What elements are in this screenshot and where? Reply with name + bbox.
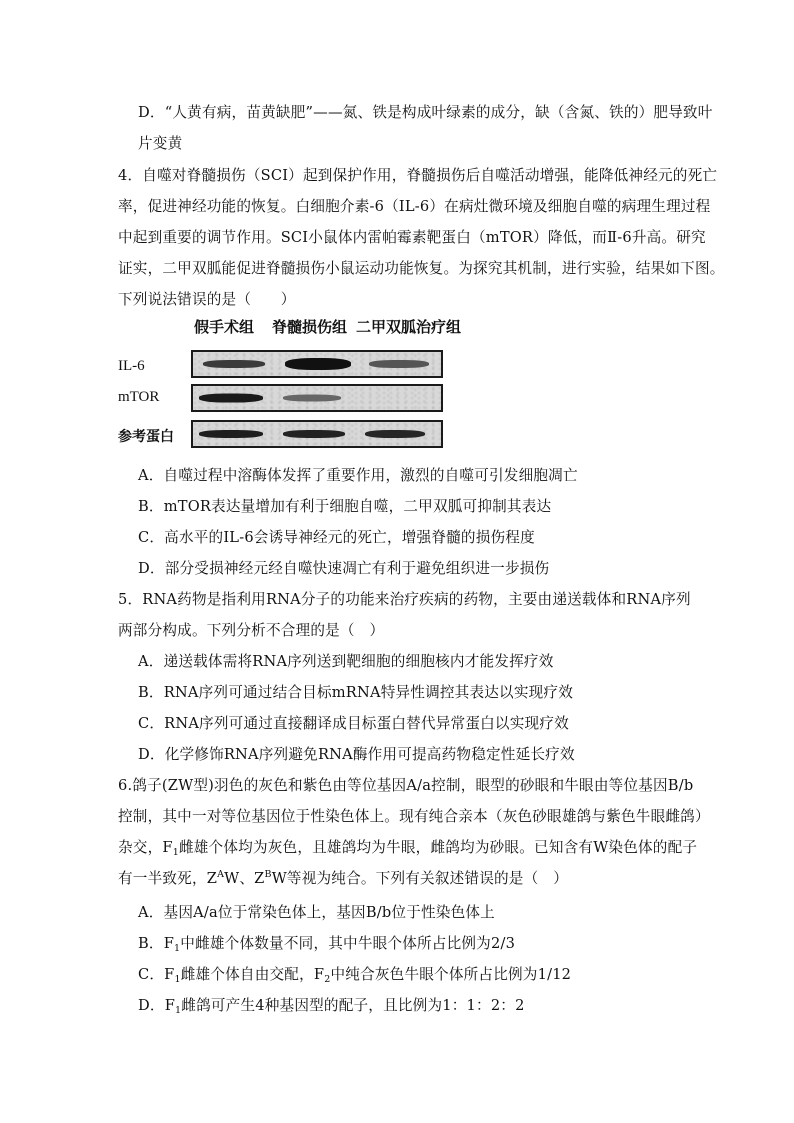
subscript: 1 (175, 1005, 182, 1016)
blot-band (285, 358, 351, 370)
blot-band (199, 430, 263, 438)
q6-text: D．F (138, 997, 176, 1014)
q6-text: W等视为纯合。下列有关叙述错误的是（ ） (271, 870, 568, 887)
q4-option-d: D．部分受损神经元经自噬快速凋亡有利于避免组织进一步损伤 (138, 560, 550, 577)
q4-stem-line: 4．自噬对脊髓损伤（SCI）起到保护作用，脊髓损伤后自噬活动增强，能降低神经元的死亡 (118, 167, 718, 184)
blot-panel-reference (191, 420, 443, 448)
blot-group-label: 假手术组 (194, 318, 255, 336)
q5-stem-line: 两部分构成。下列分析不合理的是（ ） (118, 622, 385, 639)
q5-option-d: D．化学修饰RNA序列避免RNA酶作用可提高药物稳定性延长疗效 (138, 746, 575, 763)
q6-text: 中纯合灰色牛眼个体所占比例为1/12 (330, 966, 572, 983)
q6-option-c (138, 965, 571, 985)
q4-option-a: A．自噬过程中溶酶体发挥了重要作用，激烈的自噬可引发细胞凋亡 (138, 467, 578, 484)
q4-option-b: B．mTOR表达量增加有利于细胞自噬，二甲双胍可抑制其表达 (138, 498, 552, 515)
q3-option-d: D．“人黄有病，苗黄缺肥”——氮、铁是构成叶绿素的成分，缺（含氮、铁的）肥导致叶 (138, 104, 713, 121)
q6-option-a: A．基因A/a位于常染色体上，基因B/b位于性染色体上 (138, 904, 495, 921)
western-blot-figure (118, 316, 462, 456)
q6-text: 有一半致死，Z (118, 870, 218, 887)
q4-stem-line: 中起到重要的调节作用。SCI小鼠体内雷帕霉素靶蛋白（mTOR）降低，而Ⅱ-6升高。研究 (118, 229, 706, 246)
blot-group-label: 脊髓损伤组 (272, 318, 348, 336)
blot-panel-mtor (191, 384, 443, 412)
q6-option-b (138, 934, 515, 954)
q6-text: 杂交，F (118, 839, 173, 856)
blot-band (283, 395, 341, 402)
q5-option-b: B．RNA序列可通过结合目标mRNA特异性调控其表达以实现疗效 (138, 684, 574, 701)
q4-stem-line: 证实，二甲双胍能促进脊髓损伤小鼠运动功能恢复。为探究其机制，进行实验，结果如下图。 (118, 260, 725, 277)
q6-stem-line (118, 869, 568, 889)
q6-stem-line: 控制，其中一对等位基因位于性染色体上。现有纯合亲本（灰色砂眼雄鸽与紫色牛眼雌鸽） (118, 808, 710, 825)
q6-text: C．F (138, 966, 175, 983)
subscript: 2 (324, 974, 331, 985)
q6-text: 中雌雄个体数量不同，其中牛眼个体所占比例为2/3 (180, 935, 516, 952)
q6-text: 雌雄个体均为灰色，且雄鸽均为牛眼，雌鸽均为砂眼。已知含有W染色体的配子 (178, 839, 698, 856)
q4-stem-line: 下列说法错误的是（ ） (118, 291, 296, 308)
q6-text: 雌雄个体自由交配，F (180, 966, 325, 983)
superscript: B (264, 869, 272, 880)
blot-row-label: mTOR (118, 389, 160, 405)
q6-text: 雌鸽可产生4种基因型的配子，且比例为1：1：2：2 (181, 997, 525, 1014)
blot-row-label: 参考蛋白 (118, 429, 174, 445)
blot-band (203, 360, 265, 368)
q6-option-d (138, 996, 525, 1016)
q4-option-c: C．高水平的IL-6会诱导神经元的死亡，增强脊髓的损伤程度 (138, 529, 535, 546)
blot-band (369, 360, 429, 368)
q6-stem-line: 6.鸽子(ZW型)羽色的灰色和紫色由等位基因A/a控制，眼型的砂眼和牛眼由等位基因B/b (118, 777, 694, 794)
q6-text: B．F (138, 935, 175, 952)
q6-stem-line (118, 838, 697, 858)
blot-band (283, 430, 345, 438)
subscript: 1 (172, 847, 179, 858)
blot-panel-il6 (191, 350, 443, 378)
q3-option-d-continued: 片变黄 (138, 135, 183, 152)
q5-stem-line: 5．RNA药物是指利用RNA分子的功能来治疗疾病的药物，主要由递送载体和RNA序列 (118, 591, 691, 608)
blot-row-label: IL-6 (118, 358, 145, 374)
q5-option-c: C．RNA序列可通过直接翻译成目标蛋白替代异常蛋白以实现疗效 (138, 715, 569, 732)
q6-text: W、Z (224, 870, 265, 887)
q5-option-a: A．递送载体需将RNA序列送到靶细胞的细胞核内才能发挥疗效 (138, 653, 554, 670)
superscript: A (217, 869, 225, 880)
subscript: 1 (174, 974, 181, 985)
q4-stem-line: 率，促进神经功能的恢复。白细胞介素-6（IL-6）在病灶微环境及细胞自噬的病理生理过程 (118, 198, 711, 215)
blot-group-label: 二甲双胍治疗组 (356, 318, 462, 336)
blot-band (365, 430, 425, 438)
blot-band (199, 394, 263, 403)
subscript: 1 (174, 943, 181, 954)
